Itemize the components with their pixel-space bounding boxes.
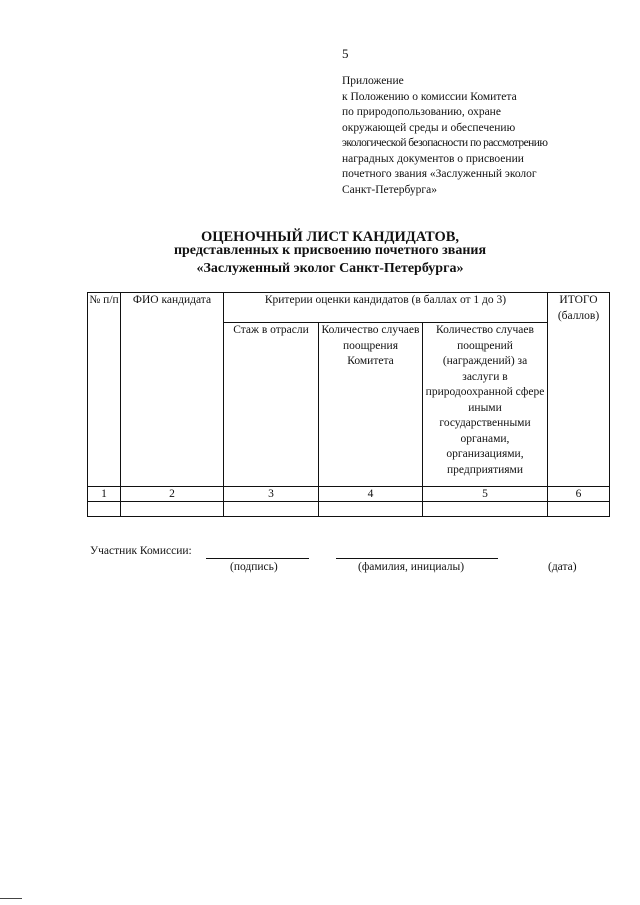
column-number: 1	[88, 487, 121, 502]
appendix-line: почетного звания «Заслуженный эколог	[342, 168, 537, 180]
signature-block	[90, 545, 610, 585]
name-line	[336, 558, 498, 559]
column-number: 5	[423, 487, 548, 502]
appendix-line: Санкт-Петербурга»	[342, 183, 437, 196]
column-numbers-row	[88, 487, 610, 502]
table-cell	[224, 502, 319, 517]
table-cell	[548, 502, 610, 517]
table-row	[88, 502, 610, 517]
appendix-line: Приложение	[342, 75, 404, 87]
header-number: № п/п	[88, 293, 121, 487]
header-criteria: Критерии оценки кандидатов (в баллах от 1 до 3)	[224, 293, 548, 323]
table-cell	[121, 502, 224, 517]
signature-line	[206, 558, 309, 559]
signature-caption: (подпись)	[230, 561, 278, 573]
document-subtitle-award: «Заслуженный эколог Санкт-Петербурга»	[196, 261, 464, 276]
appendix-note	[342, 74, 602, 198]
column-number: 4	[319, 487, 423, 502]
table-header-row	[88, 293, 610, 323]
table-cell	[88, 502, 121, 517]
header-other-awards: Количество случаев поощрений (награждений) за заслуги в природоохранной сфере иными государственными органами, организациями, предприятиями	[423, 323, 548, 487]
appendix-line: к Положению о комиссии Комитета	[342, 90, 517, 103]
document-title: ОЦЕНОЧНЫЙ ЛИСТ КАНДИДАТОВ,	[200, 229, 460, 245]
table-cell	[319, 502, 423, 517]
column-number: 3	[224, 487, 319, 502]
evaluation-table	[87, 292, 610, 517]
column-number: 2	[121, 487, 224, 502]
header-candidate-name: ФИО кандидата	[121, 293, 224, 487]
date-caption: (дата)	[548, 561, 577, 573]
appendix-line: окружающей среды и обеспечению	[342, 121, 516, 134]
page-edge-mark	[0, 898, 22, 899]
page-number: 5	[342, 46, 349, 61]
appendix-line: наградных документов о присвоении	[342, 152, 524, 165]
signature-label: Участник Комиссии:	[90, 545, 192, 557]
document-subtitle: представленных к присвоению почетного звания	[173, 243, 487, 258]
table-cell	[423, 502, 548, 517]
name-caption: (фамилия, инициалы)	[358, 561, 465, 573]
header-total: ИТОГО (баллов)	[548, 293, 610, 487]
appendix-line: по природопользованию, охране	[342, 106, 501, 118]
appendix-line: экологической безопасности по рассмотрению	[342, 137, 548, 149]
header-experience: Стаж в отрасли	[224, 323, 319, 487]
column-number: 6	[548, 487, 610, 502]
header-committee-awards: Количество случаев поощрения Комитета	[319, 323, 423, 487]
